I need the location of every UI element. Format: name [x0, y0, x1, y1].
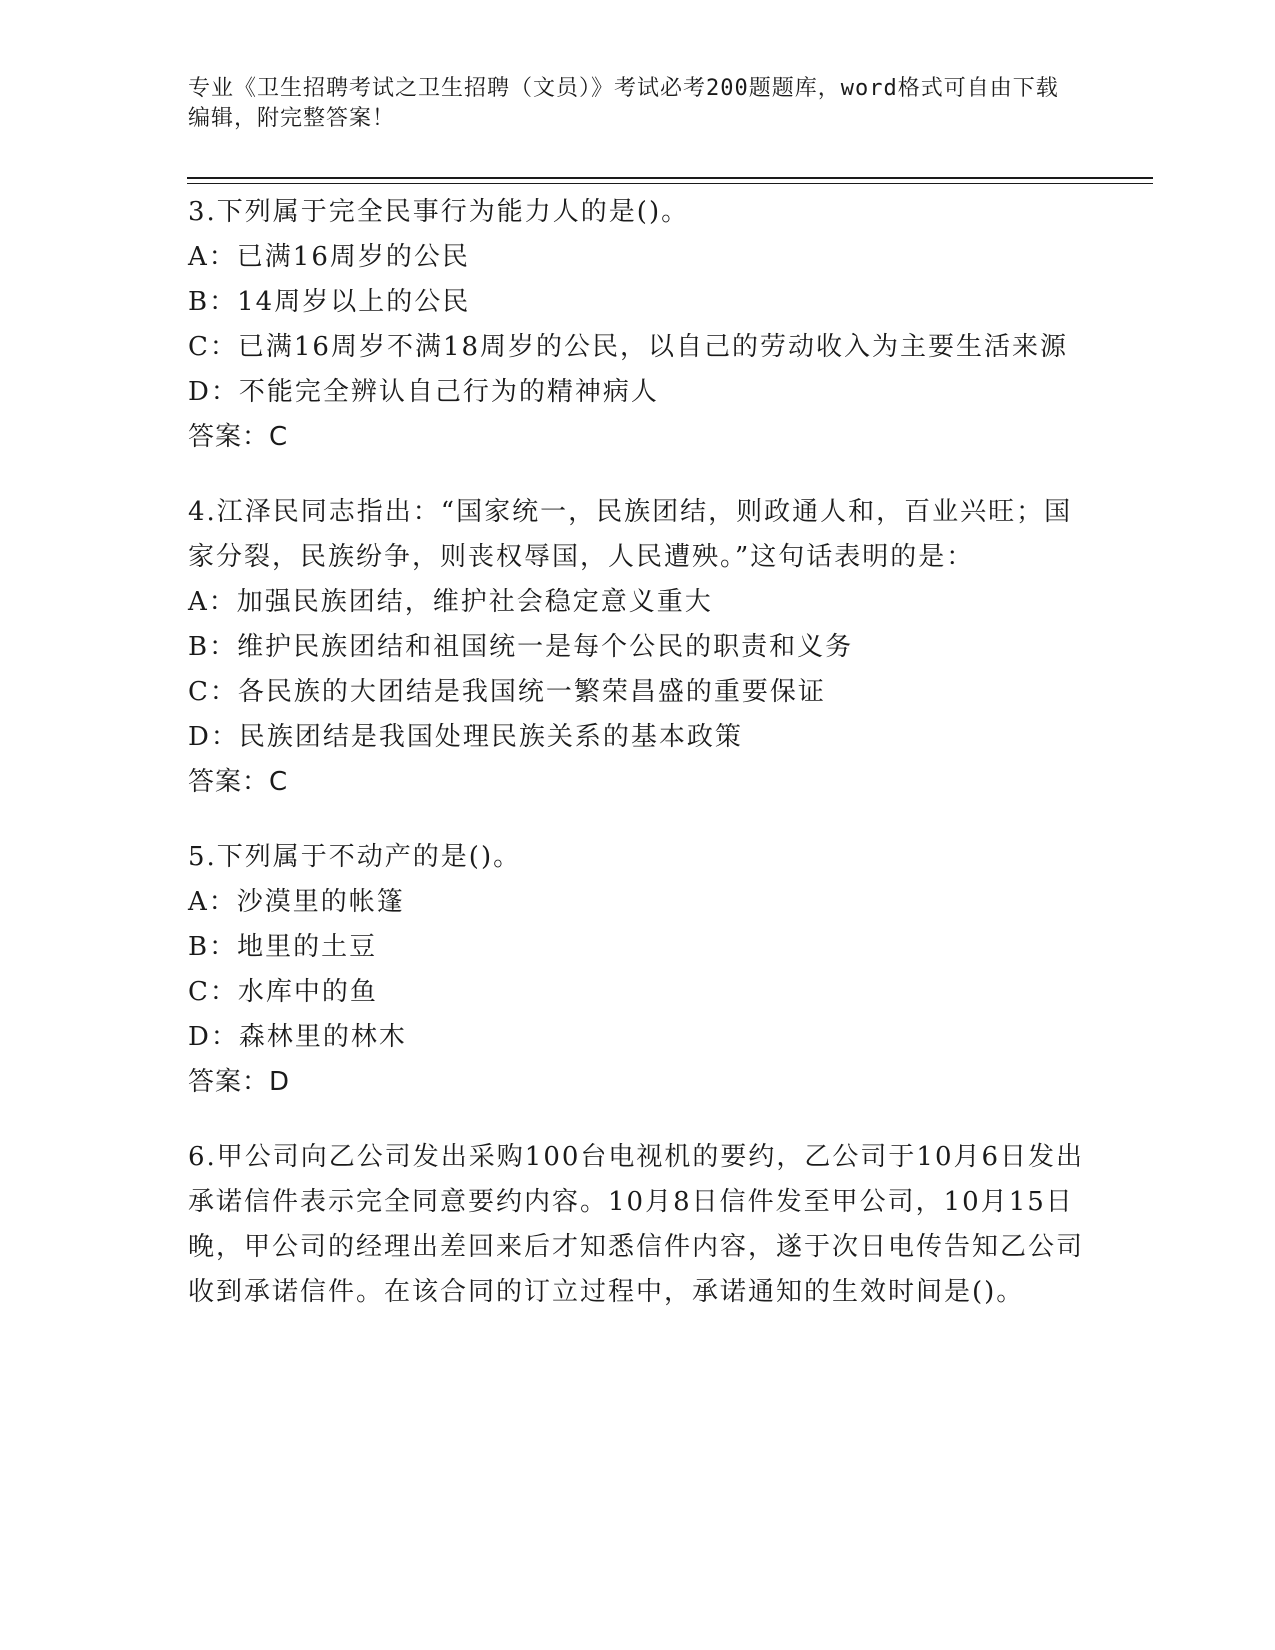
option-a: A：沙漠里的帐篷: [188, 887, 405, 917]
question-stem: 4.江泽民同志指出：“国家统一，民族团结，则政通人和，百业兴旺；国家分裂，民族纷争，则丧权辱国，人民遭殃。”这句话表明的是：: [188, 497, 1073, 572]
option-a: A：加强民族团结，维护社会稳定意义重大: [188, 587, 713, 617]
answer: 答案：C: [188, 767, 289, 797]
question-4: [188, 490, 1088, 805]
answer: 答案：C: [188, 422, 289, 452]
question-3: [188, 190, 1088, 460]
answer: 答案：D: [188, 1067, 291, 1097]
option-b: B：维护民族团结和祖国统一是每个公民的职责和义务: [188, 632, 854, 662]
option-c: C：各民族的大团结是我国统一繁荣昌盛的重要保证: [188, 677, 826, 707]
option-d: D：民族团结是我国处理民族关系的基本政策: [188, 722, 743, 752]
option-a: A：已满16周岁的公民: [188, 242, 470, 272]
question-stem: 5.下列属于不动产的是()。: [188, 842, 522, 872]
question-stem: 3.下列属于完全民事行为能力人的是()。: [188, 197, 690, 227]
document-header: 专业《卫生招聘考试之卫生招聘（文员）》考试必考200题题库，word格式可自由下载编辑，附完整答案！: [188, 76, 1059, 131]
option-c: C：水库中的鱼: [188, 977, 378, 1007]
question-6: [188, 1135, 1088, 1315]
option-b: B：14周岁以上的公民: [188, 287, 471, 317]
header-divider-thick: [187, 177, 1153, 179]
option-d: D：不能完全辨认自己行为的精神病人: [188, 377, 659, 407]
option-d: D：森林里的林木: [188, 1022, 407, 1052]
header-divider-thin: [187, 183, 1153, 184]
option-b: B：地里的土豆: [188, 932, 378, 962]
question-5: [188, 835, 1088, 1105]
question-stem: 6.甲公司向乙公司发出采购100台电视机的要约，乙公司于10月6日发出承诺信件表示完全同意要约内容。10月8日信件发至甲公司，10月15日晚，甲公司的经理出差回来后才知悉信件内容，遂于次日电传告知乙公司收到承诺信件。在该合同的订立过程中，承诺通知的生效时间是()。: [188, 1142, 1085, 1307]
option-c: C：已满16周岁不满18周岁的公民，以自己的劳动收入为主要生活来源: [188, 332, 1069, 362]
question-list: [188, 190, 1088, 1345]
